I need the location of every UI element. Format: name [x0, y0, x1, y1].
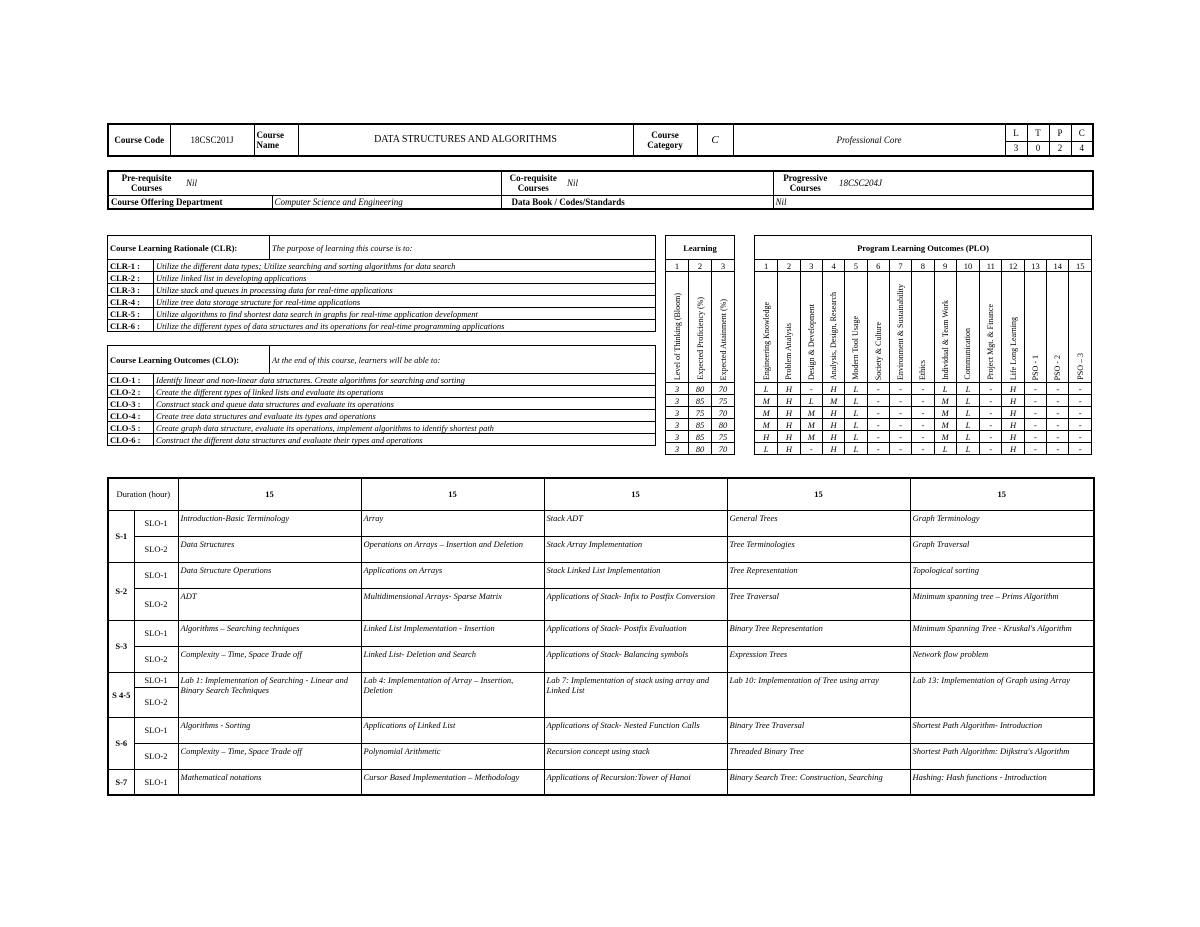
session-label: S-1	[108, 510, 134, 562]
plo-cell: M	[934, 431, 956, 443]
learning-cell: 85	[689, 419, 712, 431]
topic-cell: Array	[361, 510, 544, 536]
topic-cell: Introduction-Basic Terminology	[178, 510, 361, 536]
topic-cell: Mathematical notations	[178, 769, 361, 795]
topic-cell: Expression Trees	[727, 646, 910, 672]
plo-header: Project Mgt. & Finance	[986, 304, 996, 380]
learning-cell: 3	[666, 407, 689, 419]
lab-cell: Lab 7: Implementation of stack using array and Linked List	[544, 672, 727, 717]
plo-cell: H	[755, 431, 778, 443]
clo-text: Construct the different data structures and evaluate their types and operations	[154, 434, 656, 446]
topic-cell: Network flow problem	[910, 646, 1094, 672]
clo-text: Create graph data structure, evaluate its operations, implement algorithms to identify shortest path	[154, 422, 656, 434]
slo-label: SLO-2	[134, 588, 178, 620]
unit-hours: 15	[727, 478, 910, 510]
clo-text: Identify linear and non-linear data structures. Create algorithms for searching and sorting	[154, 374, 656, 386]
plo-cell: L	[956, 443, 979, 455]
topic-cell: Complexity – Time, Space Trade off	[178, 743, 361, 769]
learning-table	[665, 235, 735, 455]
plo-cell: -	[800, 383, 822, 395]
plo-cell: -	[867, 443, 889, 455]
learning-cell: 85	[689, 431, 712, 443]
plo-col-number: 13	[1024, 260, 1046, 272]
clr-text: Utilize tree data storage structure for real-time applications	[154, 296, 656, 308]
ltpc-label-t: T	[1027, 124, 1049, 141]
unit-hours: 15	[361, 478, 544, 510]
topic-cell: Tree Representation	[727, 562, 910, 588]
clo-code: CLO-2 :	[108, 386, 154, 398]
plo-col-number: 4	[822, 260, 844, 272]
topic-cell: Algorithms - Sorting	[178, 717, 361, 743]
course-code: 18CSC201J	[170, 124, 254, 156]
plo-cell: M	[822, 395, 844, 407]
course-category-label: Course Category	[633, 124, 697, 156]
topic-cell: Stack Array Implementation	[544, 536, 727, 562]
plo-cell: -	[867, 407, 889, 419]
topic-cell: Applications of Stack- Balancing symbols	[544, 646, 727, 672]
plo-cell: -	[980, 443, 1002, 455]
plo-header: Ethics	[918, 360, 928, 380]
session-label: S-6	[108, 717, 134, 769]
plo-cell: L	[845, 443, 867, 455]
databook-label: Data Book / Codes/Standards	[501, 195, 773, 209]
slo-label: SLO-1	[134, 620, 178, 646]
topic-cell: Binary Tree Traversal	[727, 717, 910, 743]
plo-cell: -	[1024, 431, 1046, 443]
plo-cell: -	[867, 419, 889, 431]
plo-cell: L	[755, 443, 778, 455]
session-plan-table	[107, 477, 1095, 796]
plo-cell: M	[755, 419, 778, 431]
plo-cell: -	[1047, 407, 1069, 419]
plo-cell: -	[889, 443, 911, 455]
prerequisites-table	[107, 170, 1094, 210]
topic-cell: Linked List Implementation - Insertion	[361, 620, 544, 646]
ltpc-label-l: L	[1005, 124, 1027, 141]
clo-text: Create the different types of linked lists and evaluate its operations	[154, 386, 656, 398]
clo-code: CLO-5 :	[108, 422, 154, 434]
unit-hours: 15	[910, 478, 1094, 510]
plo-col-number: 11	[980, 260, 1002, 272]
ltpc-value-t: 0	[1027, 141, 1049, 156]
topic-cell: Minimum spanning tree – Prims Algorithm	[910, 588, 1094, 620]
clo-title: Course Learning Outcomes (CLO):	[108, 346, 270, 374]
plo-header: PSO - 1	[1030, 354, 1040, 380]
plo-cell: -	[912, 443, 934, 455]
plo-cell: L	[755, 383, 778, 395]
dept-value: Computer Science and Engineering	[272, 195, 501, 209]
topic-cell: Tree Terminologies	[727, 536, 910, 562]
topic-cell: Recursion concept using stack	[544, 743, 727, 769]
plo-cell: L	[934, 383, 956, 395]
ltpc-value-l: 3	[1005, 141, 1027, 156]
clo-text: Create tree data structures and evaluate its types and operations	[154, 410, 656, 422]
progressive-value: 18CSC204J	[837, 171, 1093, 195]
clr-code: CLR-2 :	[108, 272, 154, 284]
plo-cell: H	[1002, 443, 1024, 455]
plo-cell: L	[845, 395, 867, 407]
plo-cell: -	[1047, 443, 1069, 455]
course-header-table	[107, 123, 1094, 157]
spacer	[108, 332, 656, 346]
slo-label: SLO-1	[134, 672, 178, 687]
clo-text: Construct stack and queue data structures and evaluate its operations	[154, 398, 656, 410]
plo-header: Communication	[963, 328, 973, 380]
session-label: S 4-5	[108, 672, 134, 717]
coreq-label: Co-requisite Courses	[501, 171, 565, 195]
plo-header: Engineering Knowledge	[761, 302, 771, 380]
plo-col-number: 7	[889, 260, 911, 272]
plo-cell: -	[1069, 383, 1092, 395]
plo-header: Modern Tool Usage	[851, 316, 861, 380]
plo-cell: L	[956, 431, 979, 443]
lab-cell: Lab 13: Implementation of Graph using Array	[910, 672, 1094, 717]
learning-cell: 80	[689, 383, 712, 395]
plo-cell: H	[778, 431, 800, 443]
plo-cell: L	[956, 383, 979, 395]
lab-cell: Lab 10: Implementation of Tree using array	[727, 672, 910, 717]
plo-col-number: 2	[778, 260, 800, 272]
plo-cell: H	[778, 443, 800, 455]
clr-code: CLR-3 :	[108, 284, 154, 296]
learning-col: 1	[666, 260, 689, 272]
learning-cell: 3	[666, 431, 689, 443]
plo-col-number: 3	[800, 260, 822, 272]
plo-col-number: 14	[1047, 260, 1069, 272]
course-category: C	[697, 124, 733, 156]
plo-cell: H	[778, 383, 800, 395]
learning-cell: 75	[712, 395, 735, 407]
plo-cell: L	[956, 407, 979, 419]
plo-title: Program Learning Outcomes (PLO)	[755, 236, 1092, 260]
plo-cell: H	[778, 395, 800, 407]
topic-cell: Stack Linked List Implementation	[544, 562, 727, 588]
plo-header: Society & Culture	[873, 321, 883, 380]
plo-cell: -	[980, 395, 1002, 407]
plo-col-number: 9	[934, 260, 956, 272]
topic-cell: Operations on Arrays – Insertion and Deletion	[361, 536, 544, 562]
plo-cell: -	[1047, 431, 1069, 443]
plo-cell: H	[822, 431, 844, 443]
clo-code: CLO-1 :	[108, 374, 154, 386]
clr-text: Utilize linked list in developing applications	[154, 272, 656, 284]
plo-cell: L	[845, 431, 867, 443]
learning-title: Learning	[666, 236, 735, 260]
plo-header: PSO - 2	[1053, 354, 1063, 380]
course-name-label: Course Name	[254, 124, 298, 156]
topic-cell: Applications of Stack- Postfix Evaluation	[544, 620, 727, 646]
topic-cell: Polynomial Arithmetic	[361, 743, 544, 769]
clr-title: Course Learning Rationale (CLR):	[108, 236, 270, 260]
plo-cell: -	[912, 395, 934, 407]
prereq-label: Pre-requisite Courses	[108, 171, 184, 195]
plo-cell: -	[1024, 395, 1046, 407]
plo-cell: L	[845, 383, 867, 395]
topic-cell: Applications of Linked List	[361, 717, 544, 743]
topic-cell: Data Structure Operations	[178, 562, 361, 588]
plo-table	[754, 235, 1092, 455]
clo-code: CLO-6 :	[108, 434, 154, 446]
plo-header: Problem Analysis	[784, 323, 794, 380]
learning-cell: 75	[689, 407, 712, 419]
topic-cell: Graph Traversal	[910, 536, 1094, 562]
plo-cell: -	[1069, 395, 1092, 407]
clr-text: Utilize algorithms to find shortest data search in graphs for real-time application development	[154, 308, 656, 320]
plo-cell: -	[980, 407, 1002, 419]
session-label: S-2	[108, 562, 134, 620]
plo-cell: -	[889, 407, 911, 419]
plo-cell: L	[800, 395, 822, 407]
plo-cell: -	[889, 395, 911, 407]
topic-cell: Data Structures	[178, 536, 361, 562]
course-code-label: Course Code	[108, 124, 170, 156]
topic-cell: Shortest Path Algorithm- Introduction	[910, 717, 1094, 743]
plo-cell: M	[934, 419, 956, 431]
plo-cell: -	[867, 431, 889, 443]
plo-col-number: 8	[912, 260, 934, 272]
plo-cell: -	[800, 443, 822, 455]
learning-cell: 80	[712, 419, 735, 431]
prereq-value: Nil	[184, 171, 501, 195]
learning-cell: 70	[712, 383, 735, 395]
unit-hours: 15	[178, 478, 361, 510]
plo-cell: H	[1002, 383, 1024, 395]
learning-header: Expected Proficiency (%)	[695, 297, 705, 380]
plo-cell: -	[1069, 443, 1092, 455]
unit-hours: 15	[544, 478, 727, 510]
plo-cell: M	[934, 407, 956, 419]
session-label: S-3	[108, 620, 134, 672]
topic-cell: Complexity – Time, Space Trade off	[178, 646, 361, 672]
learning-cell: 80	[689, 443, 712, 455]
topic-cell: Applications of Stack- Nested Function Calls	[544, 717, 727, 743]
topic-cell: Tree Traversal	[727, 588, 910, 620]
plo-cell: -	[980, 419, 1002, 431]
ltpc-value-c: 4	[1071, 141, 1093, 156]
plo-cell: -	[889, 383, 911, 395]
clr-text: Utilize the different data types; Utilize searching and sorting algorithms for data search	[154, 260, 656, 272]
topic-cell: Hashing: Hash functions - Introduction	[910, 769, 1094, 795]
clr-text: Utilize stack and queues in processing data for real-time applications	[154, 284, 656, 296]
plo-cell: M	[800, 431, 822, 443]
slo-label: SLO-1	[134, 717, 178, 743]
clr-code: CLR-6 :	[108, 320, 154, 332]
learning-header: Expected Attainment (%)	[718, 298, 728, 380]
topic-cell: Multidimensional Arrays- Sparse Matrix	[361, 588, 544, 620]
ltpc-label-p: P	[1049, 124, 1071, 141]
plo-cell: H	[778, 419, 800, 431]
plo-cell: H	[822, 407, 844, 419]
learning-cell: 70	[712, 443, 735, 455]
topic-cell: General Trees	[727, 510, 910, 536]
topic-cell: Threaded Binary Tree	[727, 743, 910, 769]
topic-cell: Shortest Path Algorithm: Dijkstra's Algorithm	[910, 743, 1094, 769]
plo-cell: H	[1002, 407, 1024, 419]
plo-cell: -	[889, 431, 911, 443]
topic-cell: Binary Tree Representation	[727, 620, 910, 646]
plo-cell: -	[867, 383, 889, 395]
topic-cell: Applications of Recursion:Tower of Hanoi	[544, 769, 727, 795]
plo-header: Environment & Sustainability	[896, 284, 906, 380]
topic-cell: Binary Search Tree: Construction, Searching	[727, 769, 910, 795]
topic-cell: Algorithms – Searching techniques	[178, 620, 361, 646]
session-label: S-7	[108, 769, 134, 795]
plo-cell: L	[956, 419, 979, 431]
plo-header: PSO – 3	[1075, 353, 1085, 380]
topic-cell: Topological sorting	[910, 562, 1094, 588]
plo-cell: -	[1047, 395, 1069, 407]
plo-cell: H	[778, 407, 800, 419]
plo-header: Analysis, Design, Research	[829, 292, 839, 380]
plo-cell: M	[800, 407, 822, 419]
slo-label: SLO-1	[134, 769, 178, 795]
plo-cell: H	[1002, 431, 1024, 443]
topic-cell: ADT	[178, 588, 361, 620]
plo-cell: -	[912, 419, 934, 431]
plo-cell: -	[1069, 431, 1092, 443]
plo-cell: -	[912, 431, 934, 443]
learning-cell: 3	[666, 395, 689, 407]
clo-intro: At the end of this course, learners will be able to:	[270, 346, 656, 374]
plo-cell: -	[1024, 443, 1046, 455]
course-name: DATA STRUCTURES AND ALGORITHMS	[298, 124, 633, 156]
plo-col-number: 10	[956, 260, 979, 272]
plo-cell: -	[1047, 419, 1069, 431]
topic-cell: Applications of Stack- Infix to Postfix Conversion	[544, 588, 727, 620]
category-name: Professional Core	[733, 124, 1005, 156]
plo-cell: L	[934, 443, 956, 455]
clo-code: CLO-4 :	[108, 410, 154, 422]
plo-cell: M	[755, 407, 778, 419]
clr-text: Utilize the different types of data structures and its operations for real-time programming applications	[154, 320, 656, 332]
learning-cell: 3	[666, 383, 689, 395]
learning-col: 2	[689, 260, 712, 272]
lab-cell: Lab 4: Implementation of Array – Insertion, Deletion	[361, 672, 544, 717]
plo-cell: -	[1047, 383, 1069, 395]
slo-label: SLO-2	[134, 536, 178, 562]
plo-cell: -	[1069, 419, 1092, 431]
lab-cell: Lab 1: Implementation of Searching - Linear and Binary Search Techniques	[178, 672, 361, 717]
clr-code: CLR-5 :	[108, 308, 154, 320]
plo-header: Design & Development	[806, 304, 816, 380]
plo-cell: L	[845, 419, 867, 431]
progressive-label: Progressive Courses	[773, 171, 837, 195]
plo-cell: -	[912, 407, 934, 419]
clr-intro: The purpose of learning this course is to:	[270, 236, 656, 260]
plo-cell: -	[889, 419, 911, 431]
plo-cell: -	[867, 395, 889, 407]
plo-cell: L	[956, 395, 979, 407]
clo-code: CLO-3 :	[108, 398, 154, 410]
plo-cell: -	[1069, 407, 1092, 419]
plo-header: Individual & Team Work	[940, 299, 950, 380]
plo-col-number: 1	[755, 260, 778, 272]
ltpc-value-p: 2	[1049, 141, 1071, 156]
learning-header: Level of Thinking (Bloom)	[672, 292, 682, 380]
topic-cell: Cursor Based Implementation – Methodology	[361, 769, 544, 795]
learning-cell: 3	[666, 443, 689, 455]
learning-cell: 85	[689, 395, 712, 407]
slo-label: SLO-2	[134, 687, 178, 717]
plo-cell: -	[980, 431, 1002, 443]
plo-cell: M	[755, 395, 778, 407]
plo-cell: H	[822, 419, 844, 431]
slo-label: SLO-2	[134, 646, 178, 672]
ltpc-label-c: C	[1071, 124, 1093, 141]
topic-cell: Minimum Spanning Tree - Kruskal's Algorithm	[910, 620, 1094, 646]
duration-label: Duration (hour)	[108, 478, 178, 510]
topic-cell: Linked List- Deletion and Search	[361, 646, 544, 672]
topic-cell: Applications on Arrays	[361, 562, 544, 588]
plo-col-number: 15	[1069, 260, 1092, 272]
plo-cell: M	[800, 419, 822, 431]
plo-cell: H	[822, 383, 844, 395]
learning-cell: 70	[712, 407, 735, 419]
slo-label: SLO-2	[134, 743, 178, 769]
plo-cell: H	[822, 443, 844, 455]
plo-cell: -	[1024, 407, 1046, 419]
databook-value: Nil	[773, 195, 1093, 209]
clr-clo-table	[107, 235, 656, 446]
coreq-value: Nil	[565, 171, 773, 195]
clr-code: CLR-4 :	[108, 296, 154, 308]
plo-col-number: 6	[867, 260, 889, 272]
dept-label: Course Offering Department	[108, 195, 272, 209]
plo-header: Life Long Learning	[1008, 316, 1018, 380]
clr-code: CLR-1 :	[108, 260, 154, 272]
plo-cell: -	[980, 383, 1002, 395]
learning-cell: 3	[666, 419, 689, 431]
topic-cell: Graph Terminology	[910, 510, 1094, 536]
plo-cell: -	[1024, 419, 1046, 431]
plo-cell: -	[912, 383, 934, 395]
topic-cell: Stack ADT	[544, 510, 727, 536]
plo-cell: M	[934, 395, 956, 407]
plo-cell: H	[1002, 395, 1024, 407]
plo-col-number: 12	[1002, 260, 1024, 272]
plo-cell: -	[1024, 383, 1046, 395]
plo-cell: L	[845, 407, 867, 419]
plo-cell: H	[1002, 419, 1024, 431]
plo-col-number: 5	[845, 260, 867, 272]
slo-label: SLO-1	[134, 510, 178, 536]
learning-col: 3	[712, 260, 735, 272]
learning-cell: 75	[712, 431, 735, 443]
slo-label: SLO-1	[134, 562, 178, 588]
